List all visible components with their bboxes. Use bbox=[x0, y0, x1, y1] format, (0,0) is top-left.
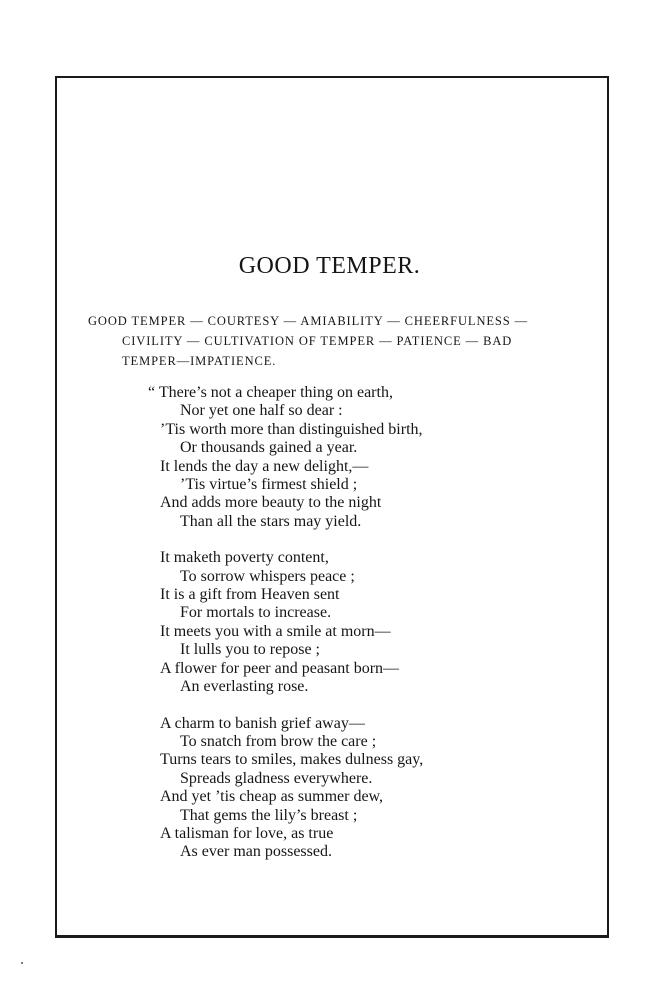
verse-line: ’Tis worth more than distinguished birth, bbox=[160, 420, 423, 438]
verse-line: That gems the lily’s breast ; bbox=[180, 806, 358, 824]
verse-line: A flower for peer and peasant born— bbox=[160, 659, 400, 677]
verse-line: Spreads gladness everywhere. bbox=[180, 769, 373, 787]
poem-stanza bbox=[148, 715, 588, 862]
verse-line: ’Tis virtue’s firmest shield ; bbox=[180, 476, 358, 494]
verse-line: It lends the day a new delight,— bbox=[160, 457, 369, 475]
verse-line: Nor yet one half so dear : bbox=[180, 402, 343, 420]
poem bbox=[148, 384, 588, 880]
verse-line: An everlasting rose. bbox=[180, 678, 309, 696]
summary-line: CIVILITY — CULTIVATION OF TEMPER — PATIENCE — BAD bbox=[122, 334, 513, 348]
summary-line: GOOD TEMPER — COURTESY — AMIABILITY — CHEERFULNESS — bbox=[88, 314, 529, 328]
verse-line: Than all the stars may yield. bbox=[180, 512, 362, 530]
verse-line: It lulls you to repose ; bbox=[180, 641, 320, 659]
verse-line: Turns tears to smiles, makes dulness gay, bbox=[160, 751, 424, 769]
verse-line: And adds more beauty to the night bbox=[160, 494, 382, 512]
verse-line: And yet ’tis cheap as summer dew, bbox=[160, 788, 384, 806]
chapter-summary bbox=[88, 311, 588, 371]
verse-line: It meets you with a smile at morn— bbox=[160, 622, 391, 640]
verse-line: “ There’s not a cheaper thing on earth, bbox=[148, 384, 393, 401]
verse-line: A charm to banish grief away— bbox=[160, 714, 365, 732]
verse-line: For mortals to increase. bbox=[180, 604, 332, 622]
verse-line: A talisman for love, as true bbox=[160, 824, 334, 842]
verse-line: To sorrow whispers peace ; bbox=[180, 567, 355, 585]
chapter-title: GOOD TEMPER. bbox=[238, 253, 421, 279]
summary-line: TEMPER—IMPATIENCE. bbox=[122, 354, 277, 368]
verse-line: It maketh poverty content, bbox=[160, 549, 329, 567]
margin-speck bbox=[21, 962, 23, 964]
verse-line: It is a gift from Heaven sent bbox=[160, 586, 340, 604]
poem-stanza bbox=[148, 384, 588, 531]
poem-stanza bbox=[148, 549, 588, 696]
verse-line: As ever man possessed. bbox=[180, 843, 332, 861]
verse-line: To snatch from brow the care ; bbox=[180, 732, 377, 750]
verse-line: Or thousands gained a year. bbox=[180, 439, 358, 457]
